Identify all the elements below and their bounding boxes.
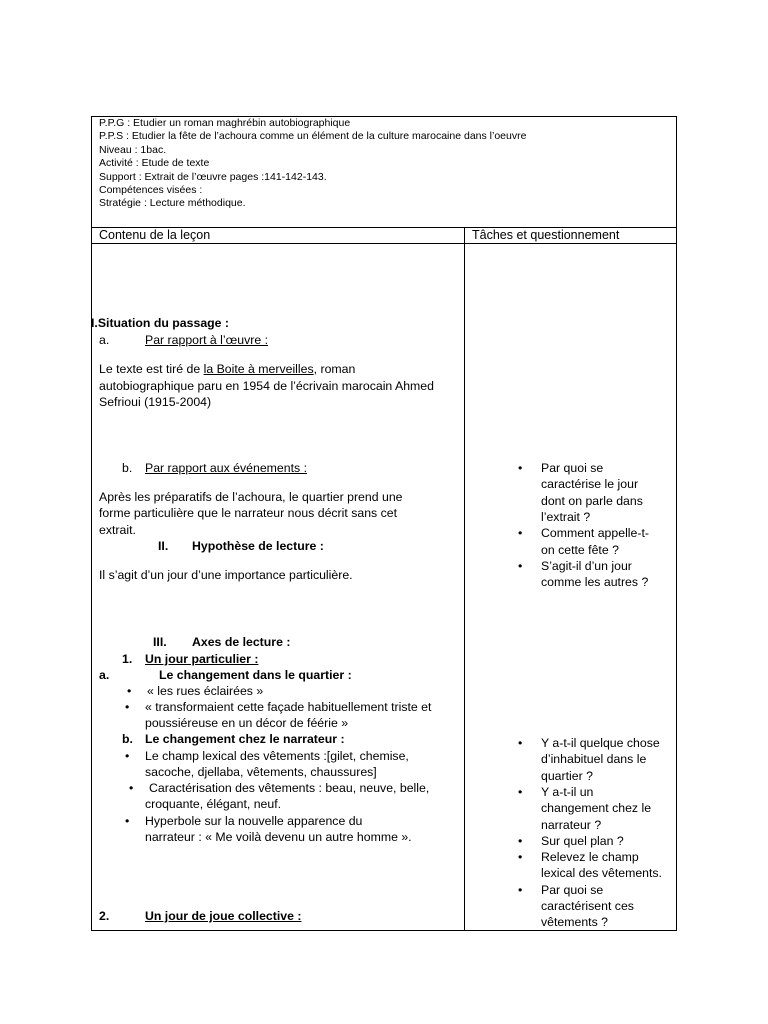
task-question-line: comme les autres ? [541,575,649,590]
column-header-divider [92,243,676,244]
header-niveau: Niveau : 1bac. [99,143,167,156]
column-heading-tasks: Tâches et questionnement [472,228,620,242]
header-competences: Compétences visées : [99,184,203,197]
section-1b-line-2: forme particulière que le narrateur nous décrit sans cet [99,506,398,520]
task-question-line: vêtements ? [541,915,608,930]
quarter-bullet-1: • « les rues éclairées » [147,683,263,699]
task-question-line: caractérisent ces [541,899,634,913]
task-bullet-icon: • [518,526,523,541]
section-3-number: III. [153,635,167,649]
task-bullet-icon: • [518,461,523,475]
header-ppg: P.P.G : Etudier un roman maghrébin autobiographique [99,117,351,129]
task-bullet-icon: • [518,736,523,750]
task-question-line: dont on parle dans [541,493,643,508]
header-pps: P.P.S : Etudier la fête de l’achoura comme un élément de la culture marocaine dans l’oeuvre [99,130,527,143]
axe-1a-number: a. [99,668,110,682]
task-bullet-icon: • [518,558,523,573]
quarter-bullet-2: • « transformaient cette façade habituellement triste et [145,699,431,715]
section-1a-line-1 [99,361,355,377]
narrator-bullet-2: • Caractérisation des vêtements : beau, neuve, belle, [149,780,429,796]
section-1a-line-2: autobiographique paru en 1954 de l’écrivain marocain Ahmed [99,379,434,393]
column-heading-content: Contenu de la leçon [99,228,211,242]
task-question-line: S’agit-il d’un jour [541,558,632,573]
narrator-bullet-2-cont: croquante, élégant, neuf. [145,797,282,811]
column-divider [464,227,465,930]
section-1b-title: Par rapport aux événements : [145,461,307,475]
lesson-table [91,116,677,931]
section-1a-number: a. [99,333,110,347]
task-question-line: Sur quel plan ? [541,833,624,848]
task-question-line: lexical des vêtements. [541,866,662,881]
axe-1a-title: Le changement dans le quartier : [159,668,352,682]
task-question-line: d’inhabituel dans le [541,752,647,767]
axe-2-number: 2. [99,909,110,923]
task-question-line: Relevez le champ [541,850,639,865]
task-bullet-icon: • [518,882,523,897]
header-activite: Activité : Etude de texte [99,157,210,170]
section-1b-line-3: extrait. [99,523,136,537]
section-1a-title: Par rapport à l’œuvre : [145,333,269,347]
axe-1b-title: Le changement chez le narrateur : [145,732,345,746]
lesson-header [99,117,526,211]
task-bullet-icon: • [518,833,523,848]
section-2-number: II. [158,539,169,553]
section-2-title: Hypothèse de lecture : [192,539,324,553]
axe-1-number: 1. [122,652,133,666]
narrator-bullet-1: • Le champ lexical des vêtements :[gilet, chemise, [145,748,409,764]
axe-2-title: Un jour de joue collective : [145,909,302,923]
task-question-line: caractérise le jour [541,477,639,492]
book-title: la Boite à merveilles [203,362,314,376]
section-1-title: I.Situation du passage : [91,316,230,330]
task-question-line: on cette fête ? [541,542,619,557]
task-question-line: changement chez le [541,801,652,816]
task-question-line: l’extrait ? [541,509,591,524]
text-fragment: , roman [313,362,356,376]
task-question-line: Par quoi se [541,882,604,897]
section-3-title: Axes de lecture : [192,635,291,649]
section-1b-number: b. [122,461,133,475]
task-question-line: Y a-t-il un [541,784,594,799]
header-strategie: Stratégie : Lecture méthodique. [99,197,246,210]
task-question-line: Y a-t-il quelque chose [541,736,660,750]
axe-1-title: Un jour particulier : [145,652,259,666]
narrator-bullet-3: • Hyperbole sur la nouvelle apparence du [145,813,362,829]
section-1b-line-1: Après les préparatifs de l’achoura, le quartier prend une [99,490,403,504]
task-question-line: quartier ? [541,768,593,783]
header-support: Support : Extrait de l’œuvre pages :141-142-143. [99,170,327,183]
task-question-line: Par quoi se [541,461,604,475]
section-2-text: Il s’agit d’un jour d’une importance particulière. [99,568,353,582]
axe-1b-number: b. [122,732,133,746]
narrator-bullet-1-cont: sacoche, djellaba, vêtements, chaussures] [145,765,377,779]
task-question-line: Comment appelle-t- [541,526,649,541]
quarter-bullet-2-cont: poussiéreuse en un décor de féérie » [145,716,349,730]
text-fragment: Le texte est tiré de [99,362,204,376]
task-bullet-icon: • [518,784,523,799]
task-bullet-icon: • [518,850,523,865]
section-1a-line-3: Sefrioui (1915-2004) [99,395,212,409]
task-question-line: narrateur ? [541,817,602,832]
narrator-bullet-3-cont: narrateur : « Me voilà devenu un autre homme ». [145,830,412,844]
